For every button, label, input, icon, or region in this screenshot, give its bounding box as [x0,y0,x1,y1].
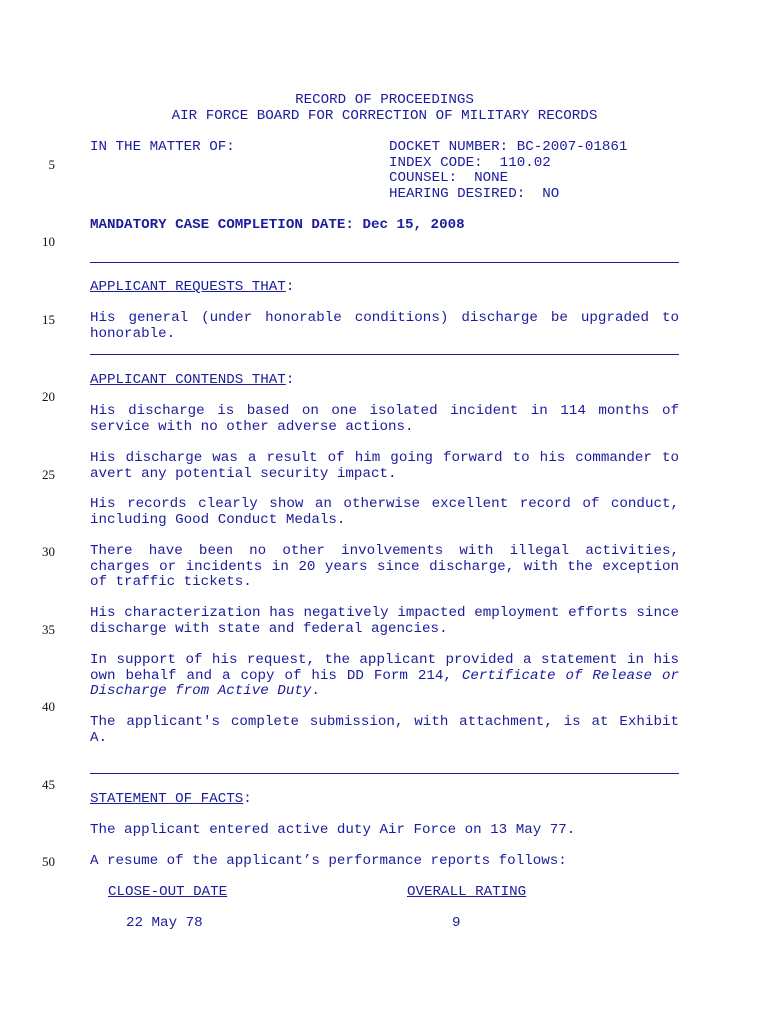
contends-paragraph-5: His characterization has negatively impacted employment efforts since discharge with state and federal agencies. [90,605,679,637]
facts-heading: STATEMENT OF FACTS: [90,791,252,807]
line-number: 25 [42,467,55,482]
board-title: AIR FORCE BOARD FOR CORRECTION OF MILITARY RECORDS [171,108,598,124]
line-number: 10 [42,234,55,249]
line-number: 30 [42,544,55,559]
p6-text-c: . [311,683,320,699]
report-rating: 9 [452,915,461,931]
line-number: 50 [42,854,55,869]
contends-heading-text: APPLICANT CONTENDS THAT [90,372,286,388]
contends-paragraph-4: There have been no other involvements with illegal activities, charges or incidents in 20 years since discharge, with the exception of traffic tickets. [90,543,679,590]
p6-form-title: Certificate of Release or Discharge from Active Duty [90,667,679,699]
line-number: 20 [42,389,55,404]
hearing-desired: HEARING DESIRED: NO [389,186,560,202]
overall-rating-header: OVERALL RATING [407,884,527,900]
record-title: RECORD OF PROCEEDINGS [295,92,474,108]
contends-paragraph-3: His records clearly show an otherwise excellent record of conduct, including Good Conduct Medals. [90,496,679,528]
line-number: 45 [42,777,55,792]
contends-paragraph-2: His discharge was a result of him going forward to his commander to avert any potential security impact. [90,450,679,482]
index-code: INDEX CODE: 110.02 [389,155,551,171]
line-number: 15 [42,312,55,327]
divider [90,773,679,774]
line-number: 40 [42,699,55,714]
line-number: 35 [42,622,55,637]
facts-paragraph-1: The applicant entered active duty Air Force on 13 May 77. [90,822,576,838]
contends-paragraph-6 [90,653,679,700]
report-date: 22 May 78 [126,915,203,931]
line-number: 5 [48,157,55,172]
contends-paragraph-7: The applicant's complete submission, with attachment, is at Exhibit A. [90,714,679,746]
facts-paragraph-2: A resume of the applicant’s performance reports follows: [90,853,567,869]
completion-date: MANDATORY CASE COMPLETION DATE: Dec 15, 2008 [90,217,465,233]
contends-heading: APPLICANT CONTENDS THAT: [90,372,295,388]
p6-text-a: In support of his request, the applicant provided a statement in his own behalf and a copy of his DD Form 214, [90,652,679,684]
counsel: COUNSEL: NONE [389,170,509,186]
closeout-date-header: CLOSE-OUT DATE [108,884,228,900]
requests-heading: APPLICANT REQUESTS THAT: [90,279,295,295]
docket-number: DOCKET NUMBER: BC-2007-01861 [389,139,628,155]
requests-body: His general (under honorable conditions) discharge be upgraded to honorable. [90,310,679,342]
matter-of-label: IN THE MATTER OF: [90,139,235,155]
divider [90,262,679,263]
facts-heading-text: STATEMENT OF FACTS [90,791,244,807]
requests-heading-text: APPLICANT REQUESTS THAT [90,279,286,295]
contends-paragraph-1: His discharge is based on one isolated incident in 114 months of service with no other adverse actions. [90,403,679,435]
divider [90,354,679,355]
